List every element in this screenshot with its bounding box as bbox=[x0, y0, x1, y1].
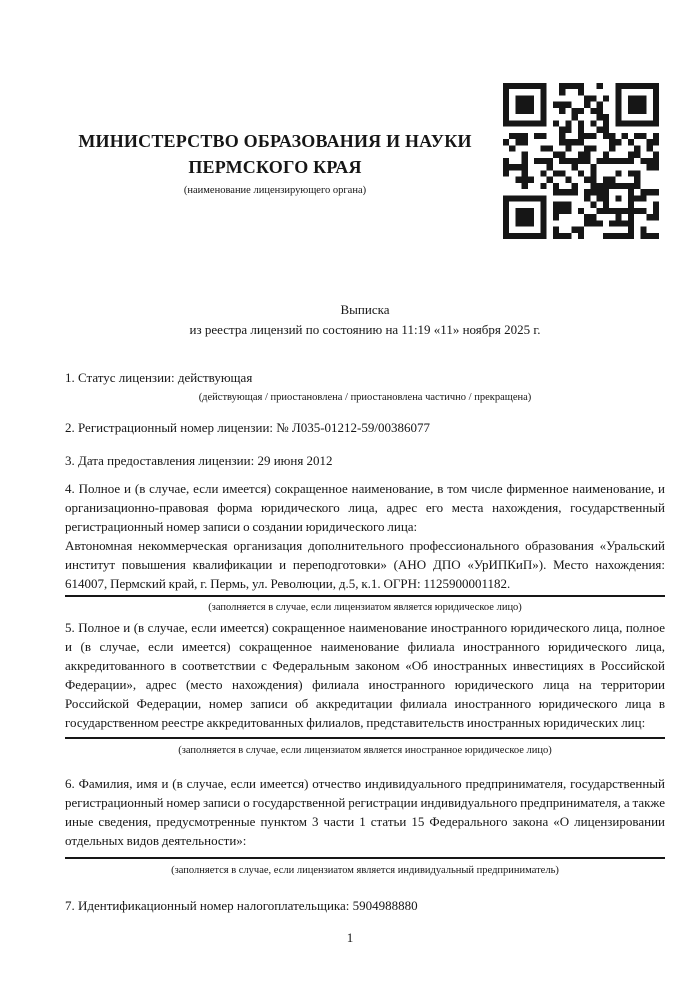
entrepreneur-label: 6. Фамилия, имя и (в случае, если имеется) отчество индивидуального предпринимателя, государственный регистрационный номер записи о государственной регистрации индивидуального предпринимателя, а также иные сведения, предусмотренные пунктом 3 части 1 статьи 15 Федерального закона «О лицензировании отдельных видов деятельности»: bbox=[65, 776, 665, 848]
item-license-status bbox=[65, 368, 665, 404]
legal-entity-fill-line bbox=[65, 595, 665, 597]
legal-entity-label: 4. Полное и (в случае, если имеется) сокращенное наименование, в том числе фирменное наименование, и организационно-правовая форма юридического лица, адрес его места нахождения, государственный регистрационный номер записи о создании юридического лица: bbox=[65, 481, 665, 534]
taxpayer-number-text: 7. Идентификационный номер налогоплательщика: 5904988880 bbox=[65, 898, 418, 913]
foreign-entity-caption: (заполняется в случае, если лицензиатом является иностранное юридическое лицо) bbox=[178, 745, 552, 756]
entrepreneur-fill-line bbox=[65, 857, 665, 859]
foreign-entity-label: 5. Полное и (в случае, если имеется) сокращенное наименование иностранного юридического лица, полное и (в случае, если имеется) сокращенное наименование филиала иностранного юридического лица, аккредитованного в соответствии с Федеральным законом «Об иностранных инвестициях в Российской Федерации», адрес (место нахождения) филиала иностранного юридического лица на территории Российской Федерации, номер записи об аккредитации филиала иностранного юридического лица в государственном реестре аккредитованных филиалов, представительств иностранных юридических лиц: bbox=[65, 620, 665, 730]
item-foreign-entity-info bbox=[65, 618, 665, 757]
license-status-options-caption: (действующая / приостановлена / приостановлена частично / прекращена) bbox=[198, 392, 532, 403]
qr-code bbox=[503, 83, 659, 239]
org-name bbox=[65, 128, 485, 180]
doc-title bbox=[65, 300, 665, 340]
item-grant-date bbox=[65, 451, 665, 470]
qr-code-image bbox=[503, 83, 659, 239]
grant-date-text: 3. Дата предоставления лицензии: 29 июня 2012 bbox=[65, 453, 333, 468]
org-header bbox=[65, 128, 485, 197]
license-status-text: 1. Статус лицензии: действующая bbox=[65, 370, 253, 385]
page-number: 1 bbox=[346, 930, 354, 945]
entrepreneur-caption: (заполняется в случае, если лицензиатом является индивидуальный предприниматель) bbox=[171, 865, 559, 876]
legal-entity-caption: (заполняется в случае, если лицензиатом является юридическое лицо) bbox=[208, 602, 522, 613]
org-name-line1: МИНИСТЕРСТВО ОБРАЗОВАНИЯ И НАУКИ bbox=[78, 131, 472, 151]
registration-number-text: 2. Регистрационный номер лицензии: № Л035-01212-59/00386077 bbox=[65, 420, 431, 435]
org-name-caption: (наименование лицензирующего органа) bbox=[183, 185, 367, 196]
doc-title-line2: из реестра лицензий по состоянию на 11:19 «11» ноября 2025 г. bbox=[189, 322, 541, 337]
legal-entity-value: Автономная некоммерческая организация дополнительного профессионального образования «Уральский институт повышения квалификации и переподготовки» (АНО ДПО «УрИПКиП»). Место нахождения: 614007, Пермский край, г. Пермь, ул. Революции, д.5, к.1. ОГРН: 1125900001182. bbox=[65, 538, 665, 591]
item-legal-entity-info bbox=[65, 479, 665, 614]
doc-title-line1: Выписка bbox=[340, 302, 390, 317]
item-individual-entrepreneur-info bbox=[65, 774, 665, 877]
foreign-entity-fill-line bbox=[65, 737, 665, 739]
item-taxpayer-number bbox=[65, 896, 665, 915]
item-registration-number bbox=[65, 418, 665, 437]
org-name-line2: ПЕРМСКОГО КРАЯ bbox=[188, 157, 362, 177]
